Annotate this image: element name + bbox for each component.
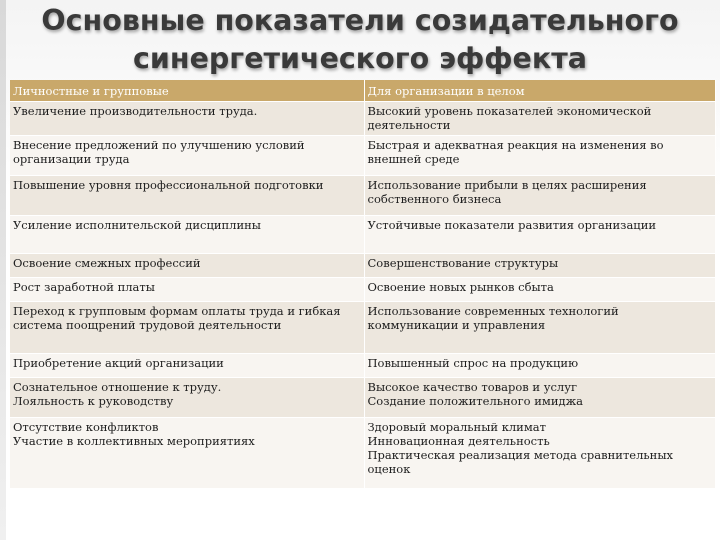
table-body <box>10 102 715 488</box>
indicators-table-container <box>10 80 715 488</box>
column-header-organization: Для организации в целом <box>364 80 715 102</box>
table-row <box>10 418 715 488</box>
cell-organization: Высокое качество товаров и услуг Создание положительного имиджа <box>364 378 715 418</box>
cell-organization: Быстрая и адекватная реакция на изменения во внешней среде <box>364 136 715 176</box>
table-row <box>10 254 715 278</box>
table-row <box>10 136 715 176</box>
table-row <box>10 278 715 302</box>
cell-organization: Повышенный спрос на продукцию <box>364 354 715 378</box>
cell-organization: Использование современных технологий коммуникации и управления <box>364 302 715 354</box>
cell-personal: Внесение предложений по улучшению условий организации труда <box>10 136 364 176</box>
page-title: Основные показатели созидательного синергетического эффекта <box>41 4 679 75</box>
cell-personal: Отсутствие конфликтов Участие в коллективных мероприятиях <box>10 418 364 488</box>
table-header-row <box>10 80 715 102</box>
table-row <box>10 176 715 216</box>
cell-organization: Высокий уровень показателей экономической деятельности <box>364 102 715 136</box>
cell-organization: Использование прибыли в целях расширения собственного бизнеса <box>364 176 715 216</box>
cell-organization: Устойчивые показатели развития организации <box>364 216 715 254</box>
table-row <box>10 102 715 136</box>
table-row <box>10 216 715 254</box>
cell-personal: Рост заработной платы <box>10 278 364 302</box>
indicators-table <box>10 80 716 488</box>
cell-personal: Увеличение производительности труда. <box>10 102 364 136</box>
cell-personal: Переход к групповым формам оплаты труда и гибкая система поощрений трудовой деятельности <box>10 302 364 354</box>
cell-organization: Совершенствование структуры <box>364 254 715 278</box>
table-row <box>10 354 715 378</box>
table-row <box>10 378 715 418</box>
cell-personal: Повышение уровня профессиональной подготовки <box>10 176 364 216</box>
cell-personal: Сознательное отношение к труду. Лояльность к руководству <box>10 378 364 418</box>
column-header-personal: Личностные и групповые <box>10 80 364 102</box>
cell-organization: Здоровый моральный климат Инновационная деятельность Практическая реализация метода сравнительных оценок <box>364 418 715 488</box>
cell-personal: Усиление исполнительской дисциплины <box>10 216 364 254</box>
cell-organization: Освоение новых рынков сбыта <box>364 278 715 302</box>
table-row <box>10 302 715 354</box>
cell-personal: Приобретение акций организации <box>10 354 364 378</box>
left-edge-decoration <box>0 0 6 540</box>
cell-personal: Освоение смежных профессий <box>10 254 364 278</box>
